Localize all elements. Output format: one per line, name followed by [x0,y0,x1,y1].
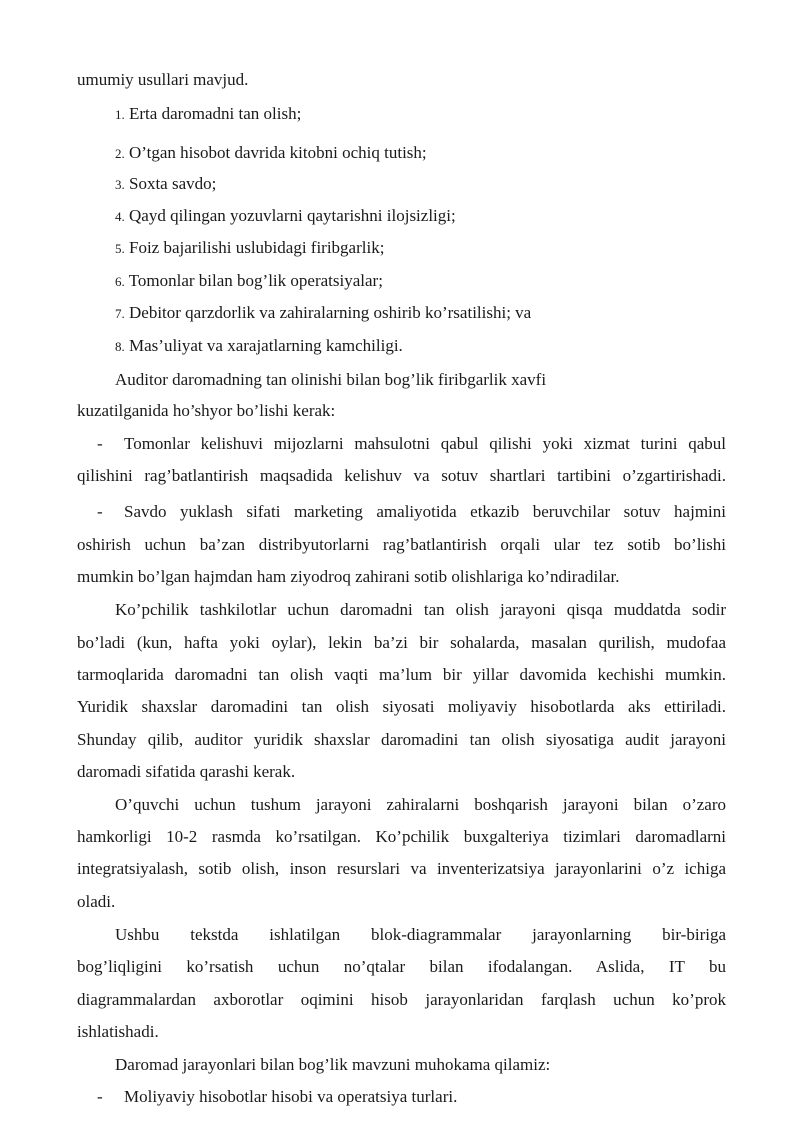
paragraph-line: bog’liqligini ko’rsatish uchun no’qtalar bilan ifodalangan. Aslida, IT bu [77,957,726,976]
dash-marker: - [97,434,103,453]
intro-tail: umumiy usullari mavjud. [77,70,249,89]
bullet-line: Tomonlar kelishuvi mijozlarni mahsulotni qabul qilishi yoki xizmat turini qabul [124,434,726,453]
paragraph-line: hamkorligi 10-2 rasmda ko’rsatilgan. Ko’pchilik buxgalteriya tizimlari daromadlarni [77,827,726,846]
paragraph-line: diagrammalardan axborotlar oqimini hisob jarayonlaridan farqlash uchun ko’prok [77,990,726,1009]
bullet-line: oshirish uchun ba’zan distribyutorlarni rag’batlantirish orqali ular tez sotib bo’lishi [77,535,726,554]
list-item: 1. Erta daromadni tan olish; [115,104,302,123]
dash-marker: - [97,502,103,521]
paragraph-line: ishlatishadi. [77,1022,159,1041]
list-item: 6. Tomonlar bilan bog’lik operatsiyalar; [115,271,383,290]
paragraph-line: oladi. [77,892,116,911]
bullet-line: qilishini rag’batlantirish maqsadida kelishuv va sotuv shartlari tartibini o’zgartirishadi. [77,466,726,485]
dash-marker: - [97,1087,103,1106]
bullet-line: mumkin bo’lgan hajmdan ham ziyodroq zahirani sotib olishlariga ko’ndiradilar. [77,567,620,586]
paragraph-line: Daromad jarayonlari bilan bog’lik mavzuni muhokama qilamiz: [115,1055,551,1074]
list-item: 4. Qayd qilingan yozuvlarni qaytarishni ilojsizligi; [115,206,456,225]
paragraph-line: Shunday qilib, auditor yuridik shaxslar daromadini tan olish siyosatiga audit jarayoni [77,730,726,749]
paragraph-line: Ushbu tekstda ishlatilgan blok-diagrammalar jarayonlarning bir-biriga [115,925,726,944]
paragraph-line: Ko’pchilik tashkilotlar uchun daromadni tan olish jarayoni qisqa muddatda sodir [115,600,726,619]
list-item: 7. Debitor qarzdorlik va zahiralarning oshirib ko’rsatilishi; va [115,303,532,322]
paragraph-line: O’quvchi uchun tushum jarayoni zahiralarni boshqarish jarayoni bilan o’zaro [115,795,726,814]
paragraph-line: bo’ladi (kun, hafta yoki oylar), lekin ba’zi bir sohalarda, masalan qurilish, mudofaa [77,633,726,652]
bullet-line: Savdo yuklash sifati marketing amaliyotida etkazib beruvchilar sotuv hajmini [124,502,726,521]
paragraph-line: tarmoqlarida daromadni tan olish vaqti ma’lum bir yillar davomida kechishi mumkin. [77,665,726,684]
list-item: 2. O’tgan hisobot davrida kitobni ochiq tutish; [115,143,427,162]
paragraph-line: integratsiyalash, sotib olish, inson resurslari va inventerizatsiya jarayonlarini o’z ichiga [77,859,726,878]
paragraph-line: Yuridik shaxslar daromadini tan olish siyosati moliyaviy hisobotlarda aks ettiriladi. [77,697,726,716]
paragraph-line: Auditor daromadning tan olinishi bilan bog’lik firibgarlik xavfi [115,370,547,389]
paragraph-line: daromadi sifatida qarashi kerak. [77,762,296,781]
list-item: 5. Foiz bajarilishi uslubidagi firibgarlik; [115,238,385,257]
paragraph-line: kuzatilganida ho’shyor bo’lishi kerak: [77,401,336,420]
bullet-line: Moliyaviy hisobotlar hisobi va operatsiya turlari. [124,1087,458,1106]
list-item: 8. Mas’uliyat va xarajatlarning kamchiligi. [115,336,403,355]
list-item: 3. Soxta savdo; [115,174,217,193]
